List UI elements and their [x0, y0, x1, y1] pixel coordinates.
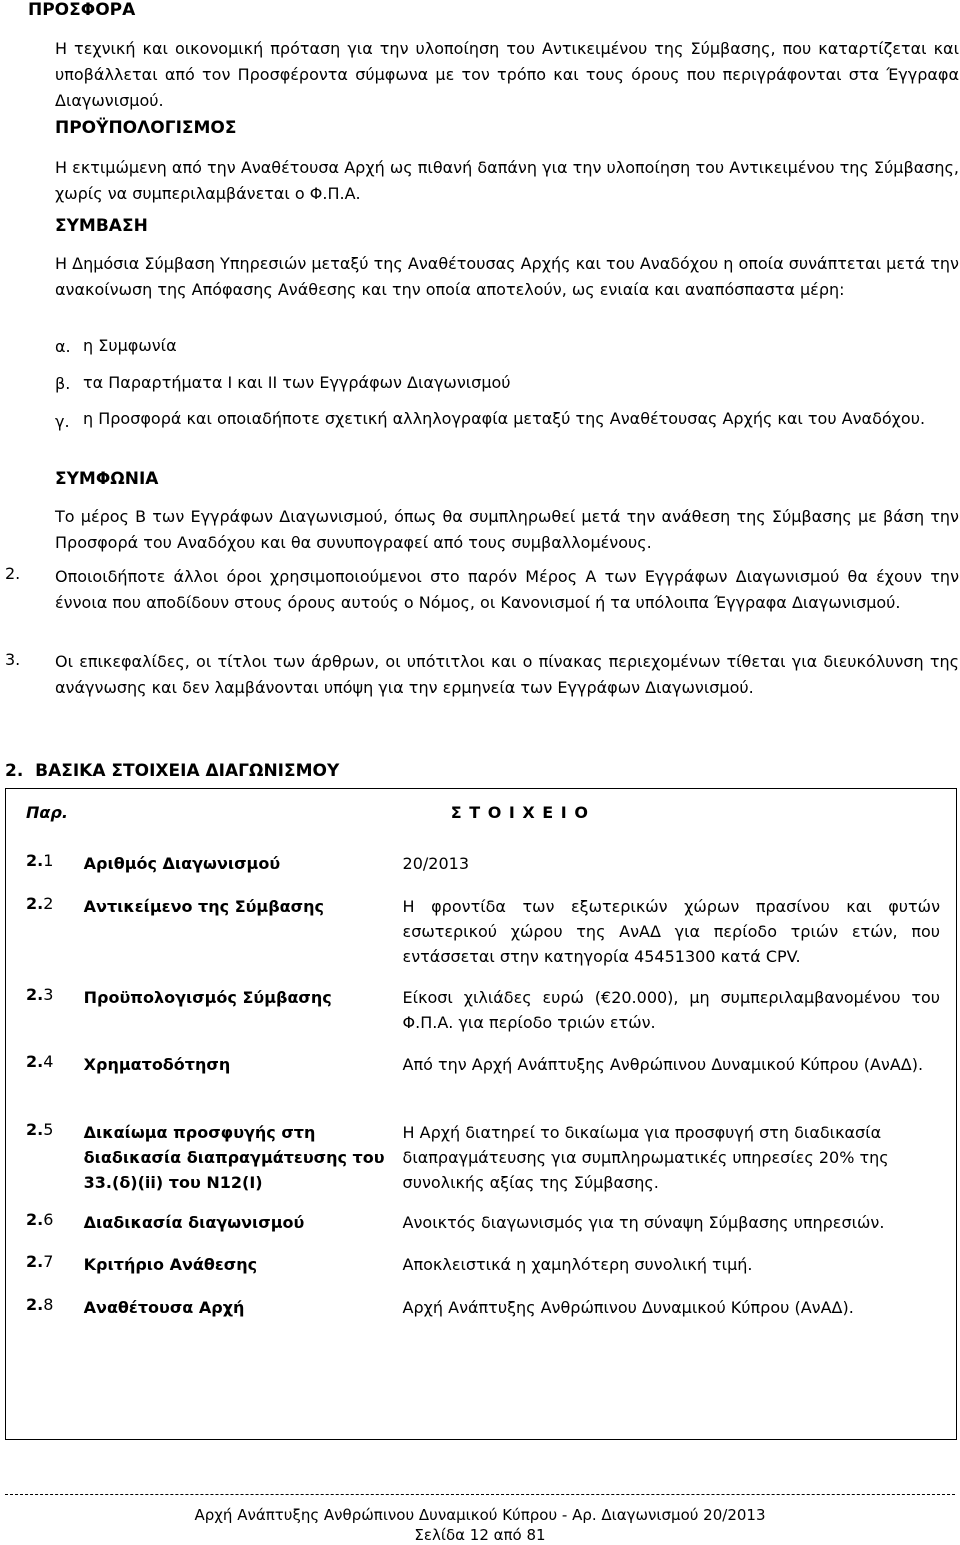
table-row: [6, 886, 957, 979]
contract-item-text: τα Παραρτήματα Ι και ΙΙ των Εγγράφων Διαγωνισμού: [83, 373, 511, 392]
section-heading: 2. ΒΑΣΙΚΑ ΣΤΟΙΧΕΙΑ ΔΙΑΓΩΝΙΣΜΟΥ: [5, 761, 340, 781]
table-header-row: [6, 789, 957, 841]
row-number: 2.8: [26, 1294, 54, 1314]
row-number: 2.1: [26, 850, 54, 870]
agreement-text: Το μέρος Β των Εγγράφων Διαγωνισμού, όπως θα συμπληρωθεί μετά την ανάθεση της Σύμβασης με βάση την Προσφορά του Αναδόχου και θα συνυπογραφεί από τους συμβαλλομένους.: [55, 507, 959, 552]
row-number: 2.5: [26, 1119, 54, 1139]
budget-heading: ΠΡΟΫΠΟΛΟΓΙΣΜΟΣ: [55, 118, 237, 138]
table-row: [6, 1040, 957, 1106]
table-row: [6, 841, 957, 886]
page-number: Σελίδα 12 από 81: [414, 1526, 546, 1544]
contract-item-text: η Συμφωνία: [83, 336, 177, 355]
row-label: Δικαίωμα προσφυγής στη διαδικασία διαπραγμάτευσης του 33.(δ)(ii) του Ν12(Ι): [83, 1122, 385, 1192]
row-label: Διαδικασία διαγωνισμού: [83, 1212, 305, 1232]
row-value: 20/2013: [402, 853, 470, 873]
row-number: 2.7: [26, 1251, 54, 1271]
row-value: Από την Αρχή Ανάπτυξης Ανθρώπινου Δυναμικού Κύπρου (ΑνΑΔ).: [402, 1054, 924, 1074]
footer-title: Αρχή Ανάπτυξης Ανθρώπινου Δυναμικού Κύπρου - Αρ. Διαγωνισμού 20/2013: [194, 1506, 766, 1524]
row-value: Ανοικτός διαγωνισμός για τη σύναψη Σύμβασης υπηρεσιών.: [402, 1212, 885, 1232]
row-label: Χρηματοδότηση: [83, 1054, 231, 1074]
contract-item-text: η Προσφορά και οποιαδήποτε σχετική αλληλογραφία μεταξύ της Αναθέτουσας Αρχής και του Αναδόχου.: [83, 409, 926, 428]
row-number: 2.4: [26, 1051, 54, 1071]
row-label: Προϋπολογισμός Σύμβασης: [83, 987, 332, 1007]
table-row: [6, 1106, 957, 1200]
row-value: Αποκλειστικά η χαμηλότερη συνολική τιμή.: [402, 1254, 753, 1274]
offer-heading: ΠΡΟΣΦΟΡΑ: [28, 0, 136, 20]
clause-text: Οι επικεφαλίδες, οι τίτλοι των άρθρων, οι υπότιτλοι και ο πίνακας περιεχομένων τίθεται για διευκόλυνση της ανάγνωσης και δεν λαμβάνονται υπόψη για την ερμηνεία των Εγγράφων Διαγωνισμού.: [55, 652, 959, 697]
budget-text: Η εκτιμώμενη από την Αναθέτουσα Αρχή ως πιθανή δαπάνη για την υλοποίηση του Αντικειμένου της Σύμβασης, χωρίς να συμπεριλαμβάνεται ο Φ.Π.Α.: [55, 158, 959, 203]
specs-table: [5, 788, 957, 1440]
clause-number: 3.: [5, 650, 21, 669]
contract-heading: ΣΥΜΒΑΣΗ: [55, 216, 148, 236]
agreement-heading: ΣΥΜΦΩΝΙΑ: [55, 469, 159, 489]
row-label: Κριτήριο Ανάθεσης: [83, 1254, 258, 1274]
table-row: [6, 979, 957, 1040]
row-number: 2.2: [26, 893, 54, 913]
table-header-cell: Παρ.: [26, 803, 68, 822]
table-row: [6, 1200, 957, 1244]
row-value: Η Αρχή διατηρεί το δικαίωμα για προσφυγή στη διαδικασία διαπραγμάτευσης για συμπληρωματικές υπηρεσίες 20% της συνολικής αξίας της Σύμβασης.: [402, 1122, 889, 1192]
table-row: [6, 1244, 957, 1287]
clause-text: Οποιοιδήποτε άλλοι όροι χρησιμοποιούμενοι στο παρόν Μέρος Α των Εγγράφων Διαγωνισμού θα έχουν την έννοια που αποδίδουν στους όρους αυτούς ο Νόμος, οι Κανονισμοί ή τα υπόλοιπα Έγγραφα Διαγωνισμού.: [55, 567, 959, 612]
contract-item-label: α.: [55, 337, 71, 356]
row-value: Η φροντίδα των εξωτερικών χώρων πρασίνου και φυτών εσωτερικού χώρου της ΑνΑΔ για περίοδο τριών ετών, που εντάσσεται στην κατηγορία 45451300 κατά CPV.: [402, 896, 940, 966]
table-row: [6, 1287, 957, 1440]
contract-text: Η Δημόσια Σύμβαση Υπηρεσιών μεταξύ της Αναθέτουσας Αρχής και του Αναδόχου η οποία συνάπτεται μετά την ανακοίνωση της Απόφασης Ανάθεσης και την οποία αποτελούν, ως ενιαία και αναπόσπαστα μέρη:: [55, 254, 959, 299]
row-label: Αντικείμενο της Σύμβασης: [83, 896, 324, 916]
offer-text: Η τεχνική και οικονομική πρόταση για την υλοποίηση του Αντικειμένου της Σύμβασης, που καταρτίζεται και υποβάλλεται από τον Προσφέροντα σύμφωνα με τον τρόπο και τους όρους που περιγράφονται στα Έγγραφα Διαγωνισμού.: [55, 39, 959, 110]
row-label: Αριθμός Διαγωνισμού: [83, 853, 281, 873]
clause-number: 2.: [5, 564, 21, 583]
row-value: Αρχή Ανάπτυξης Ανθρώπινου Δυναμικού Κύπρου (ΑνΑΔ).: [402, 1297, 854, 1317]
contract-item-label: β.: [55, 374, 71, 393]
footer-divider: [5, 1494, 955, 1495]
row-number: 2.6: [26, 1209, 54, 1229]
row-number: 2.3: [26, 984, 54, 1004]
row-value: Είκοσι χιλιάδες ευρώ (€20.000), μη συμπεριλαμβανομένου του Φ.Π.Α. για περίοδο τριών ετών.: [402, 987, 940, 1032]
row-label: Αναθέτουσα Αρχή: [83, 1297, 245, 1317]
contract-item-label: γ.: [55, 412, 70, 431]
table-header-cell: Σ Τ Ο Ι Χ Ε Ι Ο: [450, 803, 589, 822]
